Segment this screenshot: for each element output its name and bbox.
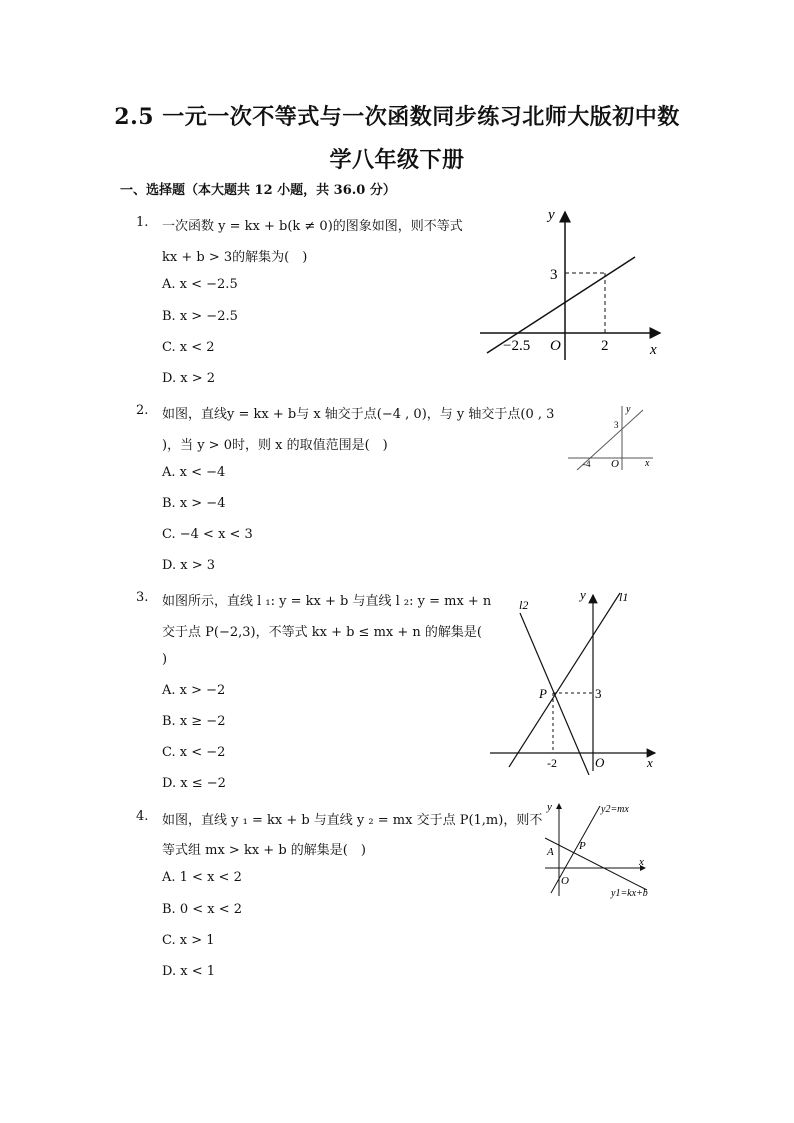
question-3-text-cont-2: ) [162,652,168,667]
question-1-option-a[interactable]: A. x < −2.5 [162,277,238,292]
origin-label: O [611,458,619,470]
x-axis-label: x [647,755,653,770]
question-2-text-cont: )，当 y > 0时，则 x 的取值范围是( ) [162,438,388,453]
question-3-text: 如图所示，直线 l ₁: y = kx + b 与直线 l ₂: y = mx + n [162,594,492,609]
y-tick-label: 3 [595,686,602,701]
question-1-text-cont: kx + b > 3的解集为( ) [162,250,308,265]
x-axis-label: x [650,342,657,358]
point-p-label: P [539,686,547,701]
y-axis-label: y [626,404,631,415]
question-1-figure [475,200,675,365]
question-3-option-a[interactable]: A. x > −2 [162,683,226,698]
question-2-text: 如图，直线y = kx + b与 x 轴交于点(−4 , 0)，与 y 轴交于点(0 , 3 [162,407,555,422]
question-2-option-b[interactable]: B. x > −4 [162,496,226,511]
x-tick-positive: 2 [601,338,609,354]
line-l1 [509,593,620,767]
y-axis-label: y [547,801,552,813]
question-1-number: 1. [136,215,149,230]
line-y2 [551,806,600,893]
question-2-option-a[interactable]: A. x < −4 [162,465,226,480]
question-2-option-c[interactable]: C. −4 < x < 3 [162,527,253,542]
x-tick-label: -4 [583,459,591,469]
question-1-option-b[interactable]: B. x > −2.5 [162,309,238,324]
point-a-label: A [547,846,554,858]
question-4-option-a[interactable]: A. 1 < x < 2 [162,870,242,885]
question-4-text: 如图，直线 y ₁ = kx + b 与直线 y ₂ = mx 交于点 P(1,m)，则不 [162,813,543,828]
x-axis-label: x [645,458,650,469]
x-tick-label: -2 [547,756,557,770]
question-4-option-c[interactable]: C. x > 1 [162,933,215,948]
page-title-continued: 学八年级下册 [329,147,465,173]
section-header: 一、选择题（本大题共 12 小题，共 36.0 分） [120,183,396,198]
question-4-number: 4. [136,809,149,824]
l1-label: l1 [619,590,629,604]
y2-label: y2=mx [601,804,629,815]
question-4-text-cont: 等式组 mx > kx + b 的解集是( ) [162,843,366,858]
question-4-option-b[interactable]: B. 0 < x < 2 [162,902,243,917]
question-3-figure [485,585,665,775]
page-title: 2.5 一元一次不等式与一次函数同步练习北师大版初中数 [114,104,680,130]
question-3-option-c[interactable]: C. x < −2 [162,745,226,760]
question-2-number: 2. [136,403,149,418]
point-p-label: P [579,840,586,852]
question-1-option-c[interactable]: C. x < 2 [162,340,215,355]
line-l2 [520,613,589,775]
y-axis-label: y [548,207,555,223]
question-4-option-d[interactable]: D. x < 1 [162,964,215,979]
y1-label: y1=kx+b [611,888,648,899]
y-tick-label: 3 [550,267,558,283]
question-4-figure [535,798,663,900]
question-2-option-d[interactable]: D. x > 3 [162,558,215,573]
question-1-option-d[interactable]: D. x > 2 [162,371,215,386]
y-axis-label: y [580,587,586,602]
origin-label: O [550,338,561,354]
l2-label: l2 [519,598,529,612]
x-tick-negative: −2.5 [503,338,531,354]
origin-label: O [561,875,569,887]
question-2-figure [565,400,660,472]
x-axis-label: x [639,856,644,868]
question-1-text: 一次函数 y = kx + b(k ≠ 0)的图象如图，则不等式 [162,219,463,234]
question-3-number: 3. [136,590,149,605]
y-tick-label: 3 [614,420,619,430]
question-3-option-d[interactable]: D. x ≤ −2 [162,776,226,791]
question-3-option-b[interactable]: B. x ≥ −2 [162,714,226,729]
origin-label: O [595,755,605,770]
question-3-text-cont: 交于点 P(−2,3)，不等式 kx + b ≤ mx + n 的解集是( [162,625,482,640]
